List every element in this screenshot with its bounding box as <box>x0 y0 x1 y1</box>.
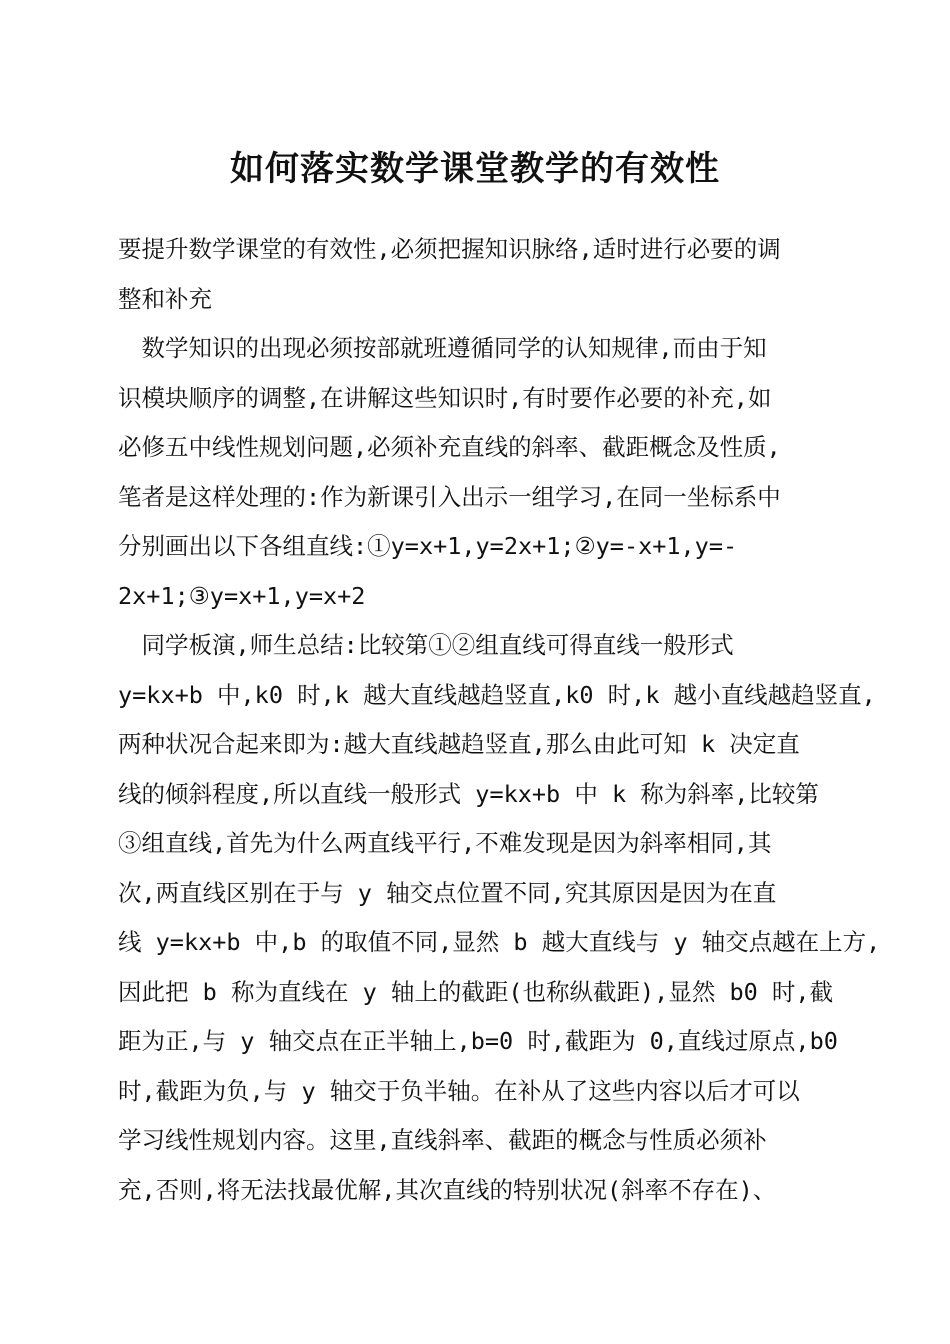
text-line: 2x+1;③y=x+1,y=x+2 <box>118 581 366 610</box>
text-line: 识模块顺序的调整,在讲解这些知识时,有时要作必要的补充,如 <box>118 383 772 412</box>
text-line: 笔者是这样处理的:作为新课引入出示一组学习,在同一坐标系中 <box>118 482 781 511</box>
text-line: 线 y=kx+b 中,b 的取值不同,显然 b 越大直线与 y 轴交点越在上方, <box>118 928 881 956</box>
document-title: 如何落实数学课堂教学的有效性 <box>230 149 720 189</box>
text-line: 同学板演,师生总结:比较第①②组直线可得直线一般形式 <box>118 631 734 659</box>
text-line: 时,截距为负,与 y 轴交于负半轴。在补从了这些内容以后才可以 <box>118 1076 800 1105</box>
text-line: 线的倾斜程度,所以直线一般形式 y=kx+b 中 k 称为斜率,比较第 <box>118 779 819 808</box>
document-body <box>118 225 881 1215</box>
text-line: 学习线性规划内容。这里,直线斜率、截距的概念与性质必须补 <box>118 1126 767 1154</box>
text-line: 因此把 b 称为直线在 y 轴上的截距(也称纵截距),显然 b0 时,截 <box>118 977 834 1006</box>
text-line: 必修五中线性规划问题,必须补充直线的斜率、截距概念及性质, <box>118 433 781 461</box>
text-line: 充,否则,将无法找最优解,其次直线的特别状况(斜率不存在)、 <box>118 1175 777 1204</box>
text-line: ③组直线,首先为什么两直线平行,不难发现是因为斜率相同,其 <box>118 829 772 857</box>
text-line: 要提升数学课堂的有效性,必须把握知识脉络,适时进行必要的调 <box>118 235 781 263</box>
text-line: 数学知识的出现必须按部就班遵循同学的认知规律,而由于知 <box>118 334 767 362</box>
text-line: y=kx+b 中,k0 时,k 越大直线越趋竖直,k0 时,k 越小直线越趋竖直, <box>118 680 876 709</box>
text-line: 整和补充 <box>118 284 212 313</box>
text-line: 两种状况合起来即为:越大直线越趋竖直,那么由此可知 k 决定直 <box>118 730 800 758</box>
text-line: 次,两直线区别在于与 y 轴交点位置不同,究其原因是因为在直 <box>118 878 777 907</box>
text-line: 距为正,与 y 轴交点在正半轴上,b=0 时,截距为 0,直线过原点,b0 <box>118 1027 838 1055</box>
text-line: 分别画出以下各组直线:①y=x+1,y=2x+1;②y=-x+1,y=- <box>118 532 738 560</box>
